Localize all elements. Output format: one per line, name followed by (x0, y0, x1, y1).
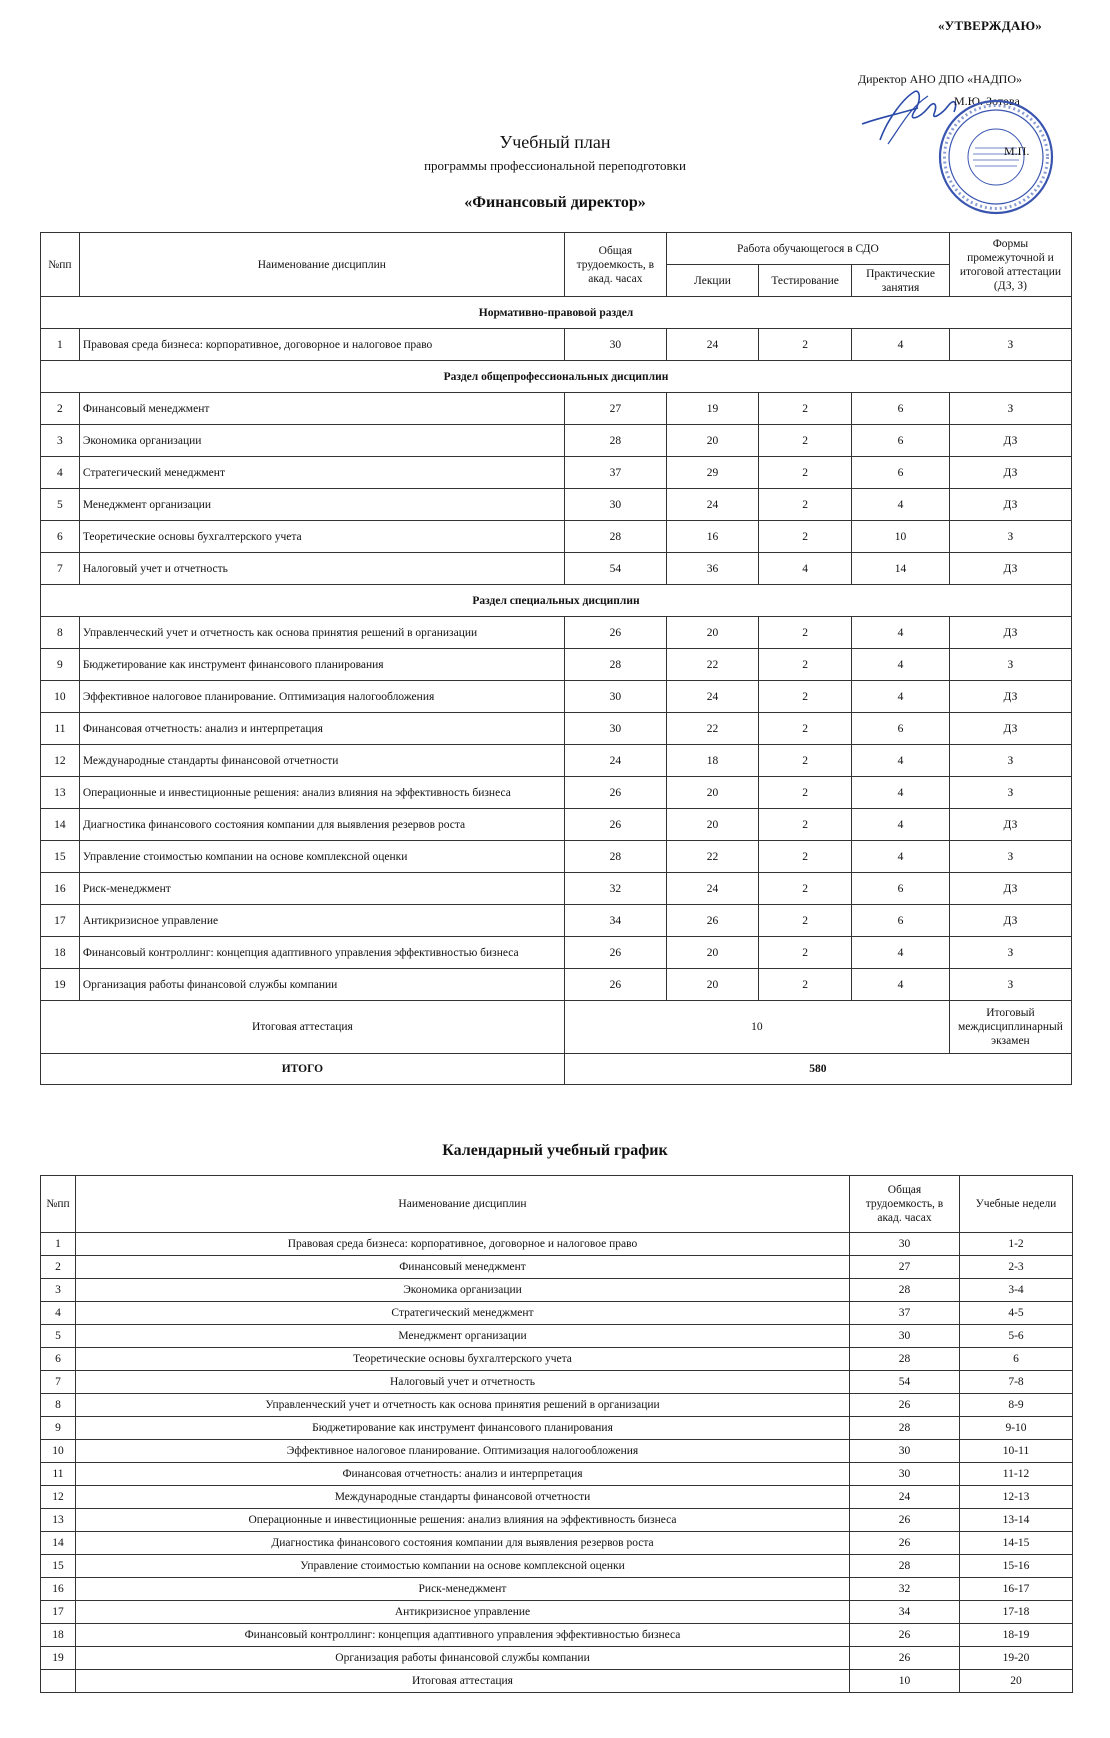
tests-cell: 2 (759, 841, 852, 873)
row-number: 17 (41, 1601, 76, 1624)
hours-cell: 26 (564, 617, 666, 649)
row-number: 18 (41, 1624, 76, 1647)
row-number: 2 (41, 393, 80, 425)
weeks-cell: 20 (960, 1670, 1073, 1693)
tests-cell: 2 (759, 425, 852, 457)
hours-cell: 28 (850, 1279, 960, 1302)
hours-cell: 37 (564, 457, 666, 489)
discipline-name: Менеджмент организации (76, 1325, 850, 1348)
approval-name: М.Ю. Зотова (954, 94, 1020, 108)
weeks-cell: 8-9 (960, 1394, 1073, 1417)
discipline-name: Экономика организации (76, 1279, 850, 1302)
row-number: 10 (41, 681, 80, 713)
practice-cell: 4 (852, 937, 950, 969)
lectures-cell: 36 (666, 553, 758, 585)
tests-cell: 2 (759, 905, 852, 937)
hours-cell: 26 (850, 1647, 960, 1670)
discipline-name: Налоговый учет и отчетность (79, 553, 564, 585)
hours-cell: 37 (850, 1302, 960, 1325)
practice-cell: 4 (852, 809, 950, 841)
tests-cell: 2 (759, 329, 852, 361)
table-row (41, 649, 1072, 681)
hours-cell: 26 (850, 1532, 960, 1555)
practice-cell: 4 (852, 681, 950, 713)
weeks-cell: 3-4 (960, 1279, 1073, 1302)
row-number: 9 (41, 649, 80, 681)
discipline-name: Управление стоимостью компании на основе комплексной оценки (79, 841, 564, 873)
practice-cell: 14 (852, 553, 950, 585)
form-cell: ДЗ (949, 713, 1071, 745)
total-label: ИТОГО (41, 1054, 565, 1085)
hours-cell: 28 (850, 1555, 960, 1578)
approval-mp: М.П. (1004, 144, 1030, 158)
calendar-row (41, 1417, 1073, 1440)
hours-cell: 30 (850, 1463, 960, 1486)
row-number: 14 (41, 1532, 76, 1555)
practice-cell: 4 (852, 745, 950, 777)
row-number: 19 (41, 969, 80, 1001)
practice-cell: 6 (852, 457, 950, 489)
table-row (41, 969, 1072, 1001)
discipline-name: Управление стоимостью компании на основе комплексной оценки (76, 1555, 850, 1578)
discipline-name: Риск-менеджмент (76, 1578, 850, 1601)
calendar-row (41, 1647, 1073, 1670)
discipline-name: Эффективное налоговое планирование. Оптимизация налогообложения (76, 1440, 850, 1463)
header-hours: Общая трудоемкость, в акад. часах (564, 233, 666, 297)
lectures-cell: 19 (666, 393, 758, 425)
lectures-cell: 20 (666, 969, 758, 1001)
hours-cell: 26 (564, 969, 666, 1001)
lectures-cell: 24 (666, 681, 758, 713)
weeks-cell: 5-6 (960, 1325, 1073, 1348)
weeks-cell: 18-19 (960, 1624, 1073, 1647)
section-row (41, 361, 1072, 393)
final-attestation-row (41, 1001, 1072, 1054)
form-cell: З (949, 649, 1071, 681)
section-title: Нормативно-правовой раздел (41, 297, 1072, 329)
hours-cell: 34 (850, 1601, 960, 1624)
table-row (41, 489, 1072, 521)
hours-cell: 27 (850, 1256, 960, 1279)
discipline-name: Экономика организации (79, 425, 564, 457)
section-row (41, 297, 1072, 329)
calendar-row (41, 1325, 1073, 1348)
hours-cell: 24 (564, 745, 666, 777)
calendar-row (41, 1509, 1073, 1532)
calendar-row (41, 1463, 1073, 1486)
table-row (41, 809, 1072, 841)
weeks-cell: 12-13 (960, 1486, 1073, 1509)
row-number: 13 (41, 1509, 76, 1532)
calendar-row (41, 1578, 1073, 1601)
row-number: 1 (41, 329, 80, 361)
row-number: 15 (41, 841, 80, 873)
calendar-table (40, 1175, 1073, 1693)
tests-cell: 2 (759, 777, 852, 809)
lectures-cell: 24 (666, 329, 758, 361)
page-title: Учебный план (499, 132, 611, 152)
hours-cell: 30 (564, 329, 666, 361)
row-number: 19 (41, 1647, 76, 1670)
form-cell: З (949, 521, 1071, 553)
discipline-name: Финансовый менеджмент (76, 1256, 850, 1279)
form-cell: ДЗ (949, 617, 1071, 649)
tests-cell: 2 (759, 873, 852, 905)
final-label: Итоговая аттестация (41, 1001, 565, 1054)
discipline-name: Международные стандарты финансовой отчетности (76, 1486, 850, 1509)
tests-cell: 2 (759, 521, 852, 553)
lectures-cell: 22 (666, 649, 758, 681)
discipline-name: Эффективное налоговое планирование. Оптимизация налогообложения (79, 681, 564, 713)
hours-cell: 54 (850, 1371, 960, 1394)
form-cell: З (949, 841, 1071, 873)
row-number: 17 (41, 905, 80, 937)
discipline-name: Финансовый менеджмент (79, 393, 564, 425)
section-row (41, 585, 1072, 617)
discipline-name: Диагностика финансового состояния компании для выявления резервов роста (76, 1532, 850, 1555)
table-row (41, 713, 1072, 745)
form-cell: ДЗ (949, 873, 1071, 905)
discipline-name: Правовая среда бизнеса: корпоративное, договорное и налоговое право (79, 329, 564, 361)
header-name: Наименование дисциплин (79, 233, 564, 297)
table-row (41, 841, 1072, 873)
table-row (41, 457, 1072, 489)
lectures-cell: 24 (666, 489, 758, 521)
hours-cell: 28 (850, 1417, 960, 1440)
hours-cell: 26 (850, 1624, 960, 1647)
calendar-row (41, 1486, 1073, 1509)
weeks-cell: 14-15 (960, 1532, 1073, 1555)
hours-cell: 28 (564, 521, 666, 553)
calendar-row (41, 1233, 1073, 1256)
discipline-name: Управленческий учет и отчетность как основа принятия решений в организации (76, 1394, 850, 1417)
row-number: 12 (41, 745, 80, 777)
total-hours: 580 (564, 1054, 1071, 1085)
hours-cell: 32 (850, 1578, 960, 1601)
hours-cell: 28 (564, 841, 666, 873)
discipline-name: Стратегический менеджмент (79, 457, 564, 489)
row-number: 5 (41, 489, 80, 521)
lectures-cell: 18 (666, 745, 758, 777)
table-row (41, 777, 1072, 809)
final-form: Итоговый междисциплинарный экзамен (949, 1001, 1071, 1054)
practice-cell: 4 (852, 489, 950, 521)
row-number: 3 (41, 425, 80, 457)
row-number: 13 (41, 777, 80, 809)
table-row (41, 905, 1072, 937)
discipline-name: Организация работы финансовой службы компании (76, 1647, 850, 1670)
weeks-cell: 4-5 (960, 1302, 1073, 1325)
discipline-name: Управленческий учет и отчетность как основа принятия решений в организации (79, 617, 564, 649)
header-tests: Тестирование (759, 265, 852, 297)
tests-cell: 2 (759, 681, 852, 713)
tests-cell: 2 (759, 617, 852, 649)
hours-cell: 26 (564, 777, 666, 809)
practice-cell: 6 (852, 393, 950, 425)
calendar-row (41, 1394, 1073, 1417)
approval-position: Директор АНО ДПО «НАДПО» (857, 72, 1022, 86)
discipline-name: Антикризисное управление (79, 905, 564, 937)
row-number: 4 (41, 1302, 76, 1325)
row-number: 1 (41, 1233, 76, 1256)
practice-cell: 6 (852, 713, 950, 745)
lectures-cell: 20 (666, 937, 758, 969)
hours-cell: 30 (564, 489, 666, 521)
row-number: 6 (41, 1348, 76, 1371)
form-cell: З (949, 393, 1071, 425)
cal-header-name: Наименование дисциплин (76, 1176, 850, 1233)
discipline-name: Финансовый контроллинг: концепция адаптивного управления эффективностью бизнеса (79, 937, 564, 969)
total-row (41, 1054, 1072, 1085)
approval-title: «УТВЕРЖДАЮ» (937, 18, 1042, 33)
discipline-name: Операционные и инвестиционные решения: анализ влияния на эффективность бизнеса (76, 1509, 850, 1532)
row-number: 16 (41, 1578, 76, 1601)
final-hours: 10 (564, 1001, 949, 1054)
table-row (41, 873, 1072, 905)
cal-header-num: №пп (41, 1176, 76, 1233)
discipline-name: Итоговая аттестация (76, 1670, 850, 1693)
row-number: 7 (41, 553, 80, 585)
hours-cell: 26 (564, 937, 666, 969)
form-cell: ДЗ (949, 809, 1071, 841)
lectures-cell: 20 (666, 617, 758, 649)
table-row (41, 329, 1072, 361)
discipline-name: Правовая среда бизнеса: корпоративное, договорное и налоговое право (76, 1233, 850, 1256)
form-cell: ДЗ (949, 553, 1071, 585)
tests-cell: 2 (759, 969, 852, 1001)
tests-cell: 2 (759, 393, 852, 425)
weeks-cell: 16-17 (960, 1578, 1073, 1601)
practice-cell: 10 (852, 521, 950, 553)
hours-cell: 26 (850, 1509, 960, 1532)
row-number: 7 (41, 1371, 76, 1394)
tests-cell: 2 (759, 809, 852, 841)
discipline-name: Бюджетирование как инструмент финансового планирования (76, 1417, 850, 1440)
row-number: 14 (41, 809, 80, 841)
practice-cell: 6 (852, 873, 950, 905)
hours-cell: 32 (564, 873, 666, 905)
weeks-cell: 11-12 (960, 1463, 1073, 1486)
tests-cell: 4 (759, 553, 852, 585)
practice-cell: 4 (852, 777, 950, 809)
header-practice: Практические занятия (852, 265, 950, 297)
discipline-name: Стратегический менеджмент (76, 1302, 850, 1325)
form-cell: З (949, 329, 1071, 361)
lectures-cell: 20 (666, 809, 758, 841)
practice-cell: 4 (852, 649, 950, 681)
discipline-name: Диагностика финансового состояния компании для выявления резервов роста (79, 809, 564, 841)
row-number: 8 (41, 1394, 76, 1417)
row-number: 18 (41, 937, 80, 969)
hours-cell: 28 (564, 425, 666, 457)
discipline-name: Организация работы финансовой службы компании (79, 969, 564, 1001)
calendar-row (41, 1624, 1073, 1647)
lectures-cell: 22 (666, 841, 758, 873)
form-cell: З (949, 937, 1071, 969)
weeks-cell: 15-16 (960, 1555, 1073, 1578)
lectures-cell: 24 (666, 873, 758, 905)
lectures-cell: 16 (666, 521, 758, 553)
discipline-name: Риск-менеджмент (79, 873, 564, 905)
hours-cell: 30 (850, 1325, 960, 1348)
row-number: 10 (41, 1440, 76, 1463)
tests-cell: 2 (759, 649, 852, 681)
table-row (41, 393, 1072, 425)
practice-cell: 4 (852, 617, 950, 649)
weeks-cell: 17-18 (960, 1601, 1073, 1624)
practice-cell: 6 (852, 425, 950, 457)
row-number: 8 (41, 617, 80, 649)
header-num: №пп (41, 233, 80, 297)
table-row (41, 745, 1072, 777)
row-number: 9 (41, 1417, 76, 1440)
hours-cell: 30 (850, 1440, 960, 1463)
row-number: 11 (41, 713, 80, 745)
row-number: 2 (41, 1256, 76, 1279)
discipline-name: Менеджмент организации (79, 489, 564, 521)
header-lectures: Лекции (666, 265, 758, 297)
lectures-cell: 20 (666, 425, 758, 457)
calendar-row (41, 1670, 1073, 1693)
calendar-row (41, 1302, 1073, 1325)
calendar-row (41, 1532, 1073, 1555)
weeks-cell: 2-3 (960, 1256, 1073, 1279)
discipline-name: Финансовый контроллинг: концепция адаптивного управления эффективностью бизнеса (76, 1624, 850, 1647)
calendar-row (41, 1256, 1073, 1279)
table-row (41, 681, 1072, 713)
table-row (41, 937, 1072, 969)
calendar-row (41, 1348, 1073, 1371)
table-row (41, 617, 1072, 649)
form-cell: ДЗ (949, 905, 1071, 937)
practice-cell: 4 (852, 841, 950, 873)
calendar-row (41, 1440, 1073, 1463)
form-cell: ДЗ (949, 457, 1071, 489)
table-row (41, 425, 1072, 457)
section-title: Раздел общепрофессиональных дисциплин (41, 361, 1072, 393)
discipline-name: Налоговый учет и отчетность (76, 1371, 850, 1394)
weeks-cell: 1-2 (960, 1233, 1073, 1256)
cal-header-hours: Общая трудоемкость, в акад. часах (850, 1176, 960, 1233)
form-cell: ДЗ (949, 489, 1071, 521)
form-cell: ДЗ (949, 425, 1071, 457)
practice-cell: 6 (852, 905, 950, 937)
tests-cell: 2 (759, 457, 852, 489)
row-number: 6 (41, 521, 80, 553)
row-number: 5 (41, 1325, 76, 1348)
row-number: 4 (41, 457, 80, 489)
row-number: 3 (41, 1279, 76, 1302)
row-number: 15 (41, 1555, 76, 1578)
hours-cell: 30 (564, 681, 666, 713)
page-subtitle: программы профессиональной переподготовки (424, 158, 686, 173)
hours-cell: 30 (564, 713, 666, 745)
cal-header-weeks: Учебные недели (960, 1176, 1073, 1233)
hours-cell: 30 (850, 1233, 960, 1256)
calendar-title: Календарный учебный график (442, 1142, 668, 1159)
calendar-row (41, 1371, 1073, 1394)
row-number: 11 (41, 1463, 76, 1486)
hours-cell: 54 (564, 553, 666, 585)
form-cell: ДЗ (949, 681, 1071, 713)
header-forms: Формы промежуточной и итоговой аттестации (ДЗ, З) (949, 233, 1071, 297)
discipline-name: Теоретические основы бухгалтерского учета (76, 1348, 850, 1371)
calendar-row (41, 1555, 1073, 1578)
weeks-cell: 7-8 (960, 1371, 1073, 1394)
hours-cell: 28 (564, 649, 666, 681)
discipline-name: Операционные и инвестиционные решения: анализ влияния на эффективность бизнеса (79, 777, 564, 809)
discipline-name: Финансовая отчетность: анализ и интерпретация (79, 713, 564, 745)
weeks-cell: 9-10 (960, 1417, 1073, 1440)
weeks-cell: 19-20 (960, 1647, 1073, 1670)
lectures-cell: 26 (666, 905, 758, 937)
tests-cell: 2 (759, 713, 852, 745)
weeks-cell: 6 (960, 1348, 1073, 1371)
tests-cell: 2 (759, 489, 852, 521)
discipline-name: Бюджетирование как инструмент финансового планирования (79, 649, 564, 681)
lectures-cell: 20 (666, 777, 758, 809)
section-title: Раздел специальных дисциплин (41, 585, 1072, 617)
lectures-cell: 29 (666, 457, 758, 489)
hours-cell: 10 (850, 1670, 960, 1693)
discipline-name: Антикризисное управление (76, 1601, 850, 1624)
hours-cell: 28 (850, 1348, 960, 1371)
table-row (41, 521, 1072, 553)
tests-cell: 2 (759, 937, 852, 969)
curriculum-table (40, 232, 1072, 1085)
lectures-cell: 22 (666, 713, 758, 745)
row-number (41, 1670, 76, 1693)
discipline-name: Международные стандарты финансовой отчетности (79, 745, 564, 777)
calendar-row (41, 1279, 1073, 1302)
hours-cell: 27 (564, 393, 666, 425)
table-row (41, 553, 1072, 585)
practice-cell: 4 (852, 329, 950, 361)
calendar-row (41, 1601, 1073, 1624)
hours-cell: 26 (564, 809, 666, 841)
row-number: 12 (41, 1486, 76, 1509)
program-title: «Финансовый директор» (464, 194, 646, 211)
row-number: 16 (41, 873, 80, 905)
tests-cell: 2 (759, 745, 852, 777)
hours-cell: 34 (564, 905, 666, 937)
hours-cell: 26 (850, 1394, 960, 1417)
header-work: Работа обучающегося в СДО (666, 233, 949, 265)
hours-cell: 24 (850, 1486, 960, 1509)
form-cell: З (949, 969, 1071, 1001)
discipline-name: Теоретические основы бухгалтерского учета (79, 521, 564, 553)
weeks-cell: 13-14 (960, 1509, 1073, 1532)
discipline-name: Финансовая отчетность: анализ и интерпретация (76, 1463, 850, 1486)
practice-cell: 4 (852, 969, 950, 1001)
weeks-cell: 10-11 (960, 1440, 1073, 1463)
form-cell: З (949, 777, 1071, 809)
form-cell: З (949, 745, 1071, 777)
